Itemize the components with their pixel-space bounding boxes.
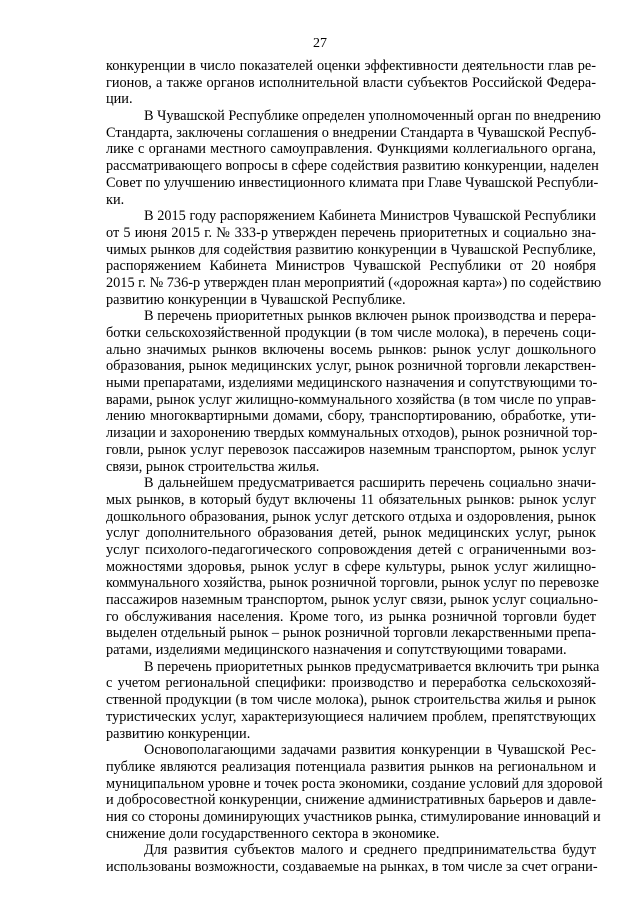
text-line: В 2015 году распоряжением Кабинета Министров Чувашской Республики xyxy=(144,208,596,225)
text-line: лению многоквартирными домами, сбору, транспортированию, обработке, ути- xyxy=(106,408,596,425)
text-line: туристических услуг, характеризующиеся наличием проблем, препятствующих xyxy=(106,708,596,725)
text-line: го обслуживания населения. Кроме того, из рынка розничной торговли будет xyxy=(106,608,596,625)
text-line: рассматривающего вопросы в сфере содействия развитию конкуренции, наделен xyxy=(106,158,599,175)
text-line: В дальнейшем предусматривается расширить перечень социально значи- xyxy=(144,475,596,492)
text-line: Основополагающими задачами развития конкуренции в Чувашской Рес- xyxy=(144,742,596,759)
text-line: Совет по улучшению инвестиционного климата при Главе Чувашской Республи- xyxy=(106,174,599,191)
text-line: услуг психолого-педагогического сопровождения детей с ограниченными воз- xyxy=(106,541,596,558)
text-line: В перечень приоритетных рынков предусматривается включить три рынка xyxy=(144,658,600,675)
text-line: варами, рынок услуг жилищно-коммунального хозяйства (в том числе по управ- xyxy=(106,391,596,408)
text-line: Стандарта, заключены соглашения о внедрении Стандарта в Чувашской Респуб- xyxy=(106,124,597,141)
text-line: лике с органами местного самоуправления. Функциями коллегиального органа, xyxy=(106,141,596,158)
text-line: образования, рынок медицинских услуг, рынок розничной торговли лекарствен- xyxy=(106,358,596,375)
text-line: муниципальном уровне и точек роста экономики, создание условий для здоровой xyxy=(106,775,603,792)
text-line: В Чувашской Республике определен уполномоченный орган по внедрению xyxy=(144,108,601,125)
body-text xyxy=(106,58,603,876)
text-line: ботки сельскохозяйственной продукции (в том числе молока), в перечень соци- xyxy=(106,325,596,341)
text-line: ратами, изделиями медицинского назначения и сопутствующими товарами. xyxy=(106,642,567,659)
text-line: ально значимых рынков включены восемь рынков: рынок услуг дошкольного xyxy=(106,341,596,358)
text-line: чимых рынков для содействия развитию конкуренции в Чувашской Республике, xyxy=(106,241,596,258)
text-line: распоряжением Кабинета Министров Чувашской Республики от 20 ноября xyxy=(106,258,596,275)
text-line: развитию конкуренции. xyxy=(106,725,251,742)
text-line: ции. xyxy=(106,91,133,108)
text-line: мых рынков, в который будут включены 11 обязательных рынков: рынок услуг xyxy=(106,491,596,508)
text-line: ния со стороны доминирующих участников рынка, стимулирование инноваций и xyxy=(106,808,601,825)
text-line: В перечень приоритетных рынков включен рынок производства и перера- xyxy=(144,308,596,325)
page-number: 27 xyxy=(313,36,327,51)
text-line: связи, рынок строительства жилья. xyxy=(106,458,320,475)
text-line: ными препаратами, изделиями медицинского назначения и сопутствующими то- xyxy=(106,375,598,392)
text-line: и добросовестной конкуренции, снижение административных барьеров и давле- xyxy=(106,792,597,809)
text-line: ственной продукции (в том числе молока), рынок строительства жилья и рынок xyxy=(106,692,596,709)
text-line: лизации и захоронению твердых коммунальных отходов), рынок розничной тор- xyxy=(106,425,598,442)
text-line: конкуренции в число показателей оценки эффективности деятельности глав ре- xyxy=(106,58,596,74)
text-line: использованы возможности, создаваемые на рынках, в том числе за счет ограни- xyxy=(106,859,598,875)
text-line: коммунального хозяйства, рынок розничной торговли, рынок услуг по перевозке xyxy=(106,575,600,592)
text-line: говли, рынок услуг перевозок пассажиров наземным транспортом, рынок услуг xyxy=(106,441,596,458)
text-line: от 5 июня 2015 г. № 333-р утвержден перечень приоритетных и социально зна- xyxy=(106,224,596,241)
text-line: пассажиров наземным транспортом, рынок услуг связи, рынок услуг социально- xyxy=(106,592,599,608)
text-line: Для развития субъектов малого и среднего предпринимательства будут xyxy=(144,842,596,859)
text-line: гионов, а также органов исполнительной власти субъектов Российской Федера- xyxy=(106,74,596,91)
text-line: публике являются реализация потенциала развития рынков на региональном и xyxy=(106,758,596,775)
text-line: развитию конкуренции в Чувашской Республике. xyxy=(106,291,406,308)
text-line: 2015 г. № 736-р утвержден план мероприятий («дорожная карта») по содействию xyxy=(106,274,602,291)
text-line: можностями здоровья, рынок услуг в сфере культуры, рынок услуг жилищно- xyxy=(106,558,596,575)
text-line: с учетом региональной специфики: производство и переработка сельскохозяй- xyxy=(106,675,596,692)
text-line: снижение доли государственного сектора в экономике. xyxy=(106,825,440,842)
text-line: дошкольного образования, рынок услуг детского отдыха и оздоровления, рынок xyxy=(106,508,596,525)
text-line: услуг дополнительного образования детей, рынок медицинских услуг, рынок xyxy=(106,525,596,542)
text-line: ки. xyxy=(106,191,125,208)
text-line: выделен отдельный рынок – рынок розничной торговли лекарственными препа- xyxy=(106,625,596,642)
